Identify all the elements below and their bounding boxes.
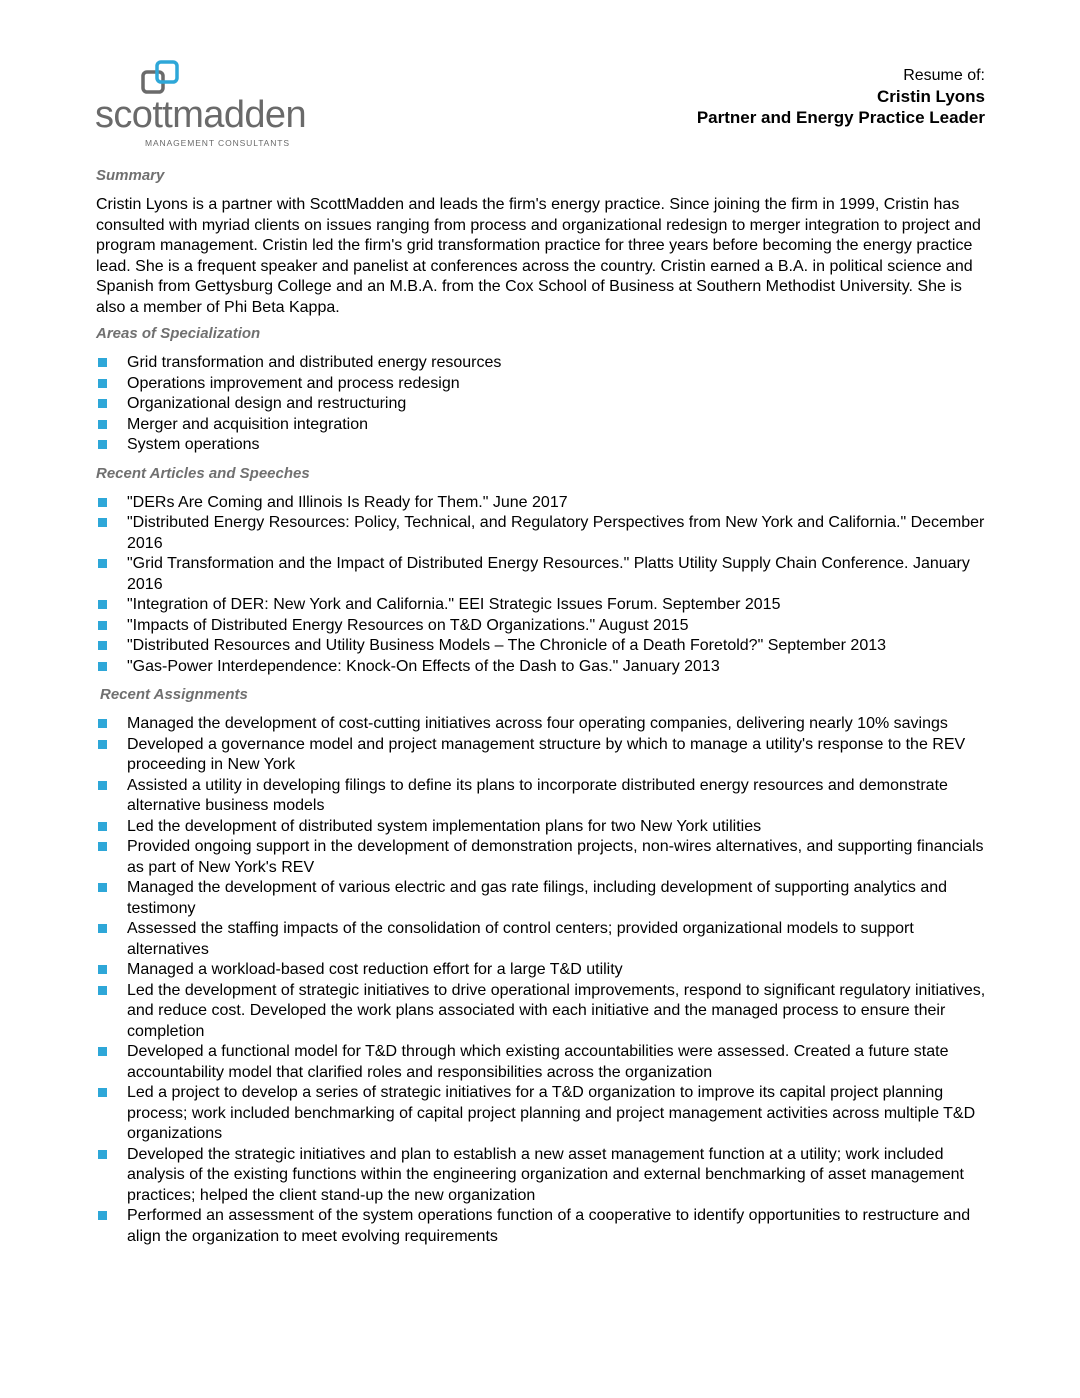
list-item: Developed the strategic initiatives and plan to establish a new asset management function at a utility; work included analysis of the existing functions within the engineering organization and external benchmarking of asset management practices; helped the client stand-up the new organization bbox=[96, 1145, 986, 1207]
square-bullet-icon bbox=[98, 842, 107, 851]
resume-header bbox=[697, 65, 985, 128]
assignments-heading: Recent Assignments bbox=[100, 686, 248, 703]
person-title: Partner and Energy Practice Leader bbox=[696, 108, 985, 127]
logo-squares-icon bbox=[141, 60, 181, 98]
list-item: "Distributed Resources and Utility Business Models – The Chronicle of a Death Foretold?" September 2013 bbox=[96, 636, 986, 657]
list-item: Performed an assessment of the system operations function of a cooperative to identify opportunities to restructure and align the organization to meet evolving requirements bbox=[96, 1206, 986, 1247]
articles-list bbox=[96, 493, 986, 678]
square-bullet-icon bbox=[98, 822, 107, 831]
list-item: Provided ongoing support in the development of demonstration projects, non-wires alternatives, and supporting financials as part of New York's REV bbox=[96, 837, 986, 878]
list-item: Merger and acquisition integration bbox=[96, 415, 986, 436]
list-item: "Distributed Energy Resources: Policy, Technical, and Regulatory Perspectives from New York and California." December 2016 bbox=[96, 513, 986, 554]
list-item: "Grid Transformation and the Impact of Distributed Energy Resources." Platts Utility Supply Chain Conference. January 2016 bbox=[96, 554, 986, 595]
logo-tagline: MANAGEMENT CONSULTANTS bbox=[145, 138, 290, 148]
square-bullet-icon bbox=[98, 1088, 107, 1097]
list-item: Managed the development of various electric and gas rate filings, including development of supporting analytics and testimony bbox=[96, 878, 986, 919]
list-item: Operations improvement and process redesign bbox=[96, 374, 986, 395]
person-name: Cristin Lyons bbox=[877, 87, 985, 106]
square-bullet-icon bbox=[98, 358, 107, 367]
list-item: System operations bbox=[96, 435, 986, 456]
list-item: "Gas-Power Interdependence: Knock-On Effects of the Dash to Gas." January 2013 bbox=[96, 657, 986, 678]
square-bullet-icon bbox=[98, 662, 107, 671]
square-bullet-icon bbox=[98, 518, 107, 527]
specialization-section bbox=[96, 324, 986, 456]
list-item: Developed a governance model and project management structure by which to manage a utility's response to the REV proceeding in New York bbox=[96, 735, 986, 776]
assignments-list bbox=[96, 714, 986, 1247]
summary-section bbox=[96, 166, 986, 318]
square-bullet-icon bbox=[98, 965, 107, 974]
list-item: "DERs Are Coming and Illinois Is Ready for Them." June 2017 bbox=[96, 493, 986, 514]
list-item: Managed the development of cost-cutting initiatives across four operating companies, delivering nearly 10% savings bbox=[96, 714, 986, 735]
square-bullet-icon bbox=[98, 420, 107, 429]
square-bullet-icon bbox=[98, 924, 107, 933]
list-item: Led the development of distributed system implementation plans for two New York utilities bbox=[96, 817, 986, 838]
list-item: Assessed the staffing impacts of the consolidation of control centers; provided organizational models to support alternatives bbox=[96, 919, 986, 960]
list-item: Led a project to develop a series of strategic initiatives for a T&D organization to improve its capital project planning process; work included benchmarking of capital project planning and project management activities across multiple T&D organizations bbox=[96, 1083, 986, 1145]
square-bullet-icon bbox=[98, 621, 107, 630]
square-bullet-icon bbox=[98, 1150, 107, 1159]
assignments-section bbox=[96, 685, 986, 1247]
square-bullet-icon bbox=[98, 559, 107, 568]
list-item: Developed a functional model for T&D through which existing accountabilities were assessed. Created a future state accountability model that clarified roles and responsibilities across the organization bbox=[96, 1042, 986, 1083]
square-bullet-icon bbox=[98, 440, 107, 449]
square-bullet-icon bbox=[98, 883, 107, 892]
list-item: "Impacts of Distributed Energy Resources on T&D Organizations." August 2015 bbox=[96, 616, 986, 637]
resume-of-label: Resume of: bbox=[903, 67, 985, 84]
square-bullet-icon bbox=[98, 399, 107, 408]
square-bullet-icon bbox=[98, 1047, 107, 1056]
square-bullet-icon bbox=[98, 740, 107, 749]
list-item: Managed a workload-based cost reduction effort for a large T&D utility bbox=[96, 960, 986, 981]
square-bullet-icon bbox=[98, 1211, 107, 1220]
square-bullet-icon bbox=[98, 781, 107, 790]
list-item: "Integration of DER: New York and California." EEI Strategic Issues Forum. September 2015 bbox=[96, 595, 986, 616]
articles-heading: Recent Articles and Speeches bbox=[96, 464, 310, 482]
list-item: Assisted a utility in developing filings to define its plans to incorporate distributed energy resources and demonstrate alternative business models bbox=[96, 776, 986, 817]
summary-text: Cristin Lyons is a partner with ScottMadden and leads the firm's energy practice. Since joining the firm in 1999, Cristin has consulted with myriad clients on issues ranging from process and organizational redesign to merger integration to project and program management. Cristin led the firm's grid transformation practice for three years before becoming the energy practice lead. She is a frequent speaker and panelist at conferences across the country. Cristin earned a B.A. in political science and Spanish from Gettysburg College and an M.B.A. from the Cox School of Business at Southern Methodist University. She is also a member of Phi Beta Kappa. bbox=[96, 196, 981, 316]
square-bullet-icon bbox=[98, 641, 107, 650]
list-item: Grid transformation and distributed energy resources bbox=[96, 353, 986, 374]
list-item: Led the development of strategic initiatives to drive operational improvements, respond to significant regulatory initiatives, and reduce cost. Developed the work plans associated with each initiative and the managed process to ensure their completion bbox=[96, 981, 986, 1043]
specialization-heading: Areas of Specialization bbox=[96, 325, 261, 342]
square-bullet-icon bbox=[98, 379, 107, 388]
square-bullet-icon bbox=[98, 719, 107, 728]
square-bullet-icon bbox=[98, 600, 107, 609]
resume-body bbox=[96, 166, 986, 1255]
list-item: Organizational design and restructuring bbox=[96, 394, 986, 415]
summary-heading: Summary bbox=[96, 167, 165, 184]
logo-wordmark: scottmadden bbox=[95, 94, 306, 136]
specialization-list bbox=[96, 353, 986, 456]
square-bullet-icon bbox=[98, 986, 107, 995]
company-logo bbox=[95, 60, 306, 148]
articles-section bbox=[96, 464, 986, 678]
square-bullet-icon bbox=[98, 498, 107, 507]
